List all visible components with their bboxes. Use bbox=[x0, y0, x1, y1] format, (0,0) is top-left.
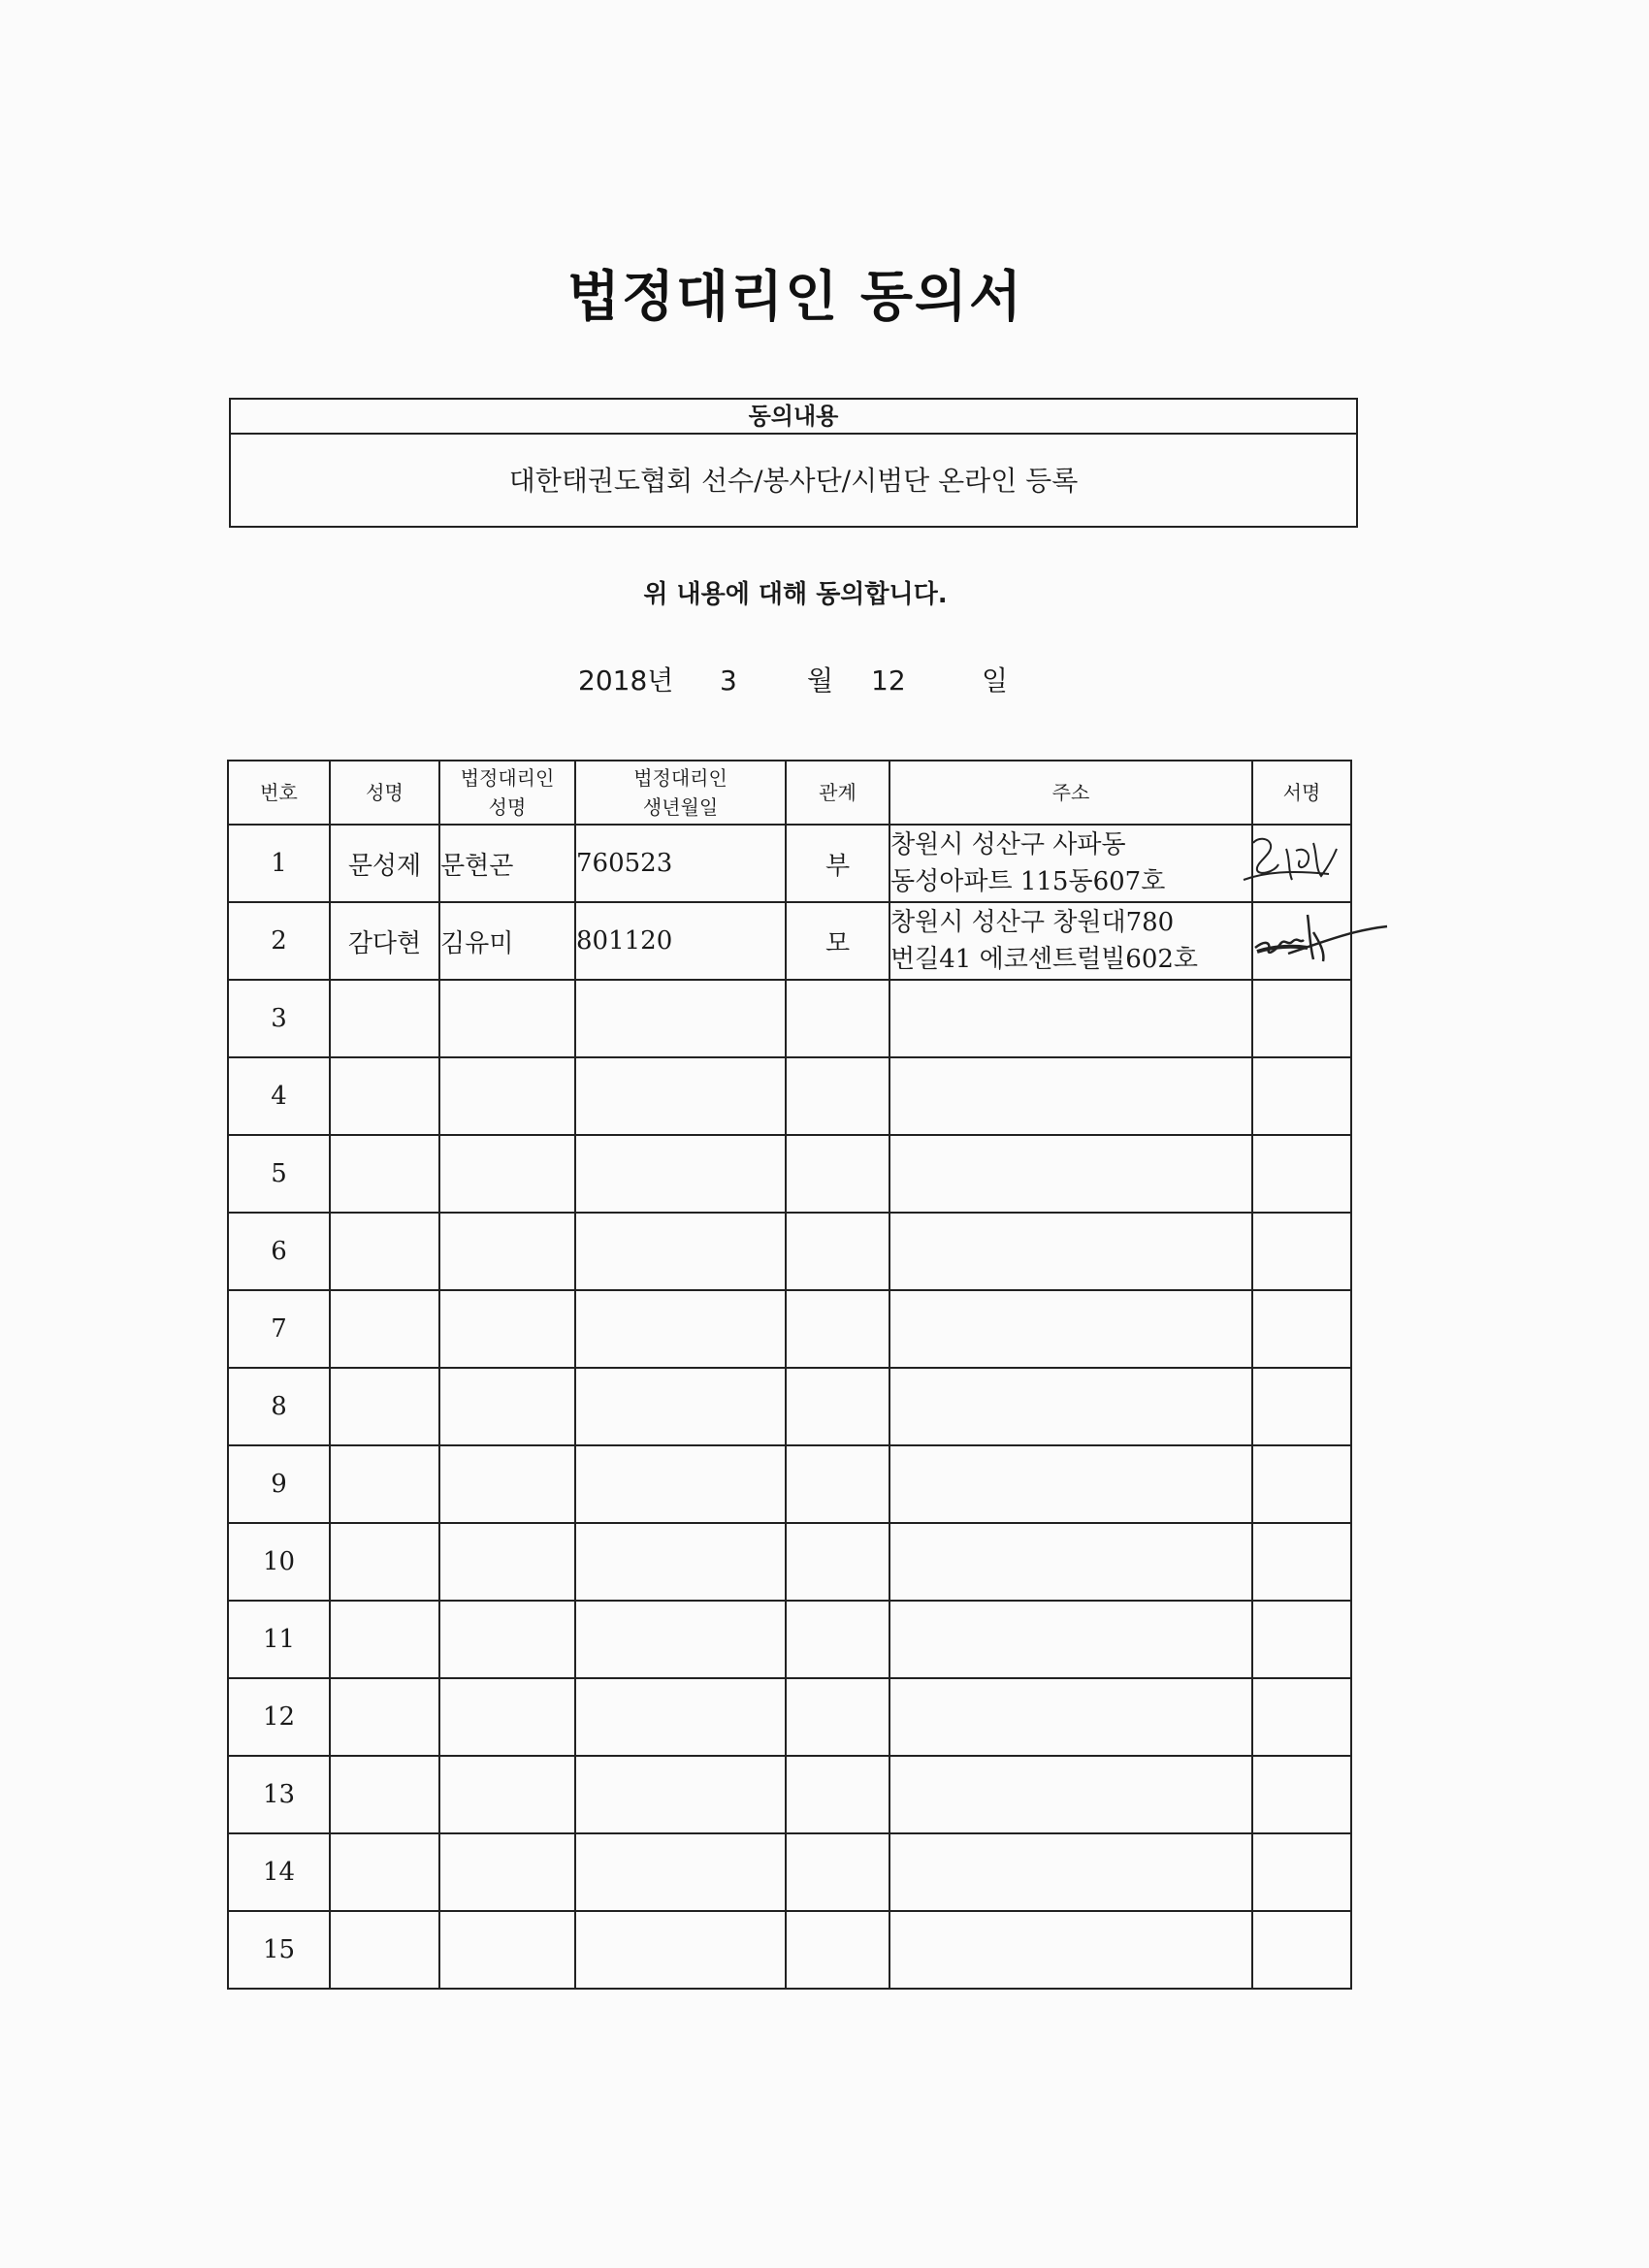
row-number: 12 bbox=[228, 1678, 330, 1756]
row-guardian-name: 문현곤 bbox=[439, 825, 575, 902]
table-row bbox=[228, 1290, 1351, 1368]
guardian-table bbox=[227, 760, 1352, 1990]
date-day-value: 12 bbox=[871, 664, 906, 697]
row-address bbox=[889, 825, 1252, 902]
table-row bbox=[228, 1135, 1351, 1213]
header-address: 주소 bbox=[889, 761, 1252, 825]
row-number: 11 bbox=[228, 1601, 330, 1678]
row-address-line1: 창원시 성산구 사파동 bbox=[890, 830, 1126, 859]
header-guardian-birth-line2: 생년월일 bbox=[642, 795, 719, 819]
row-number: 7 bbox=[228, 1290, 330, 1368]
consent-header: 동의내용 bbox=[231, 400, 1356, 435]
handwritten-signature bbox=[1236, 829, 1350, 897]
table-row bbox=[228, 902, 1351, 980]
row-number: 9 bbox=[228, 1445, 330, 1523]
header-guardian-birth-line1: 법정대리인 bbox=[633, 766, 728, 790]
header-guardian-birth bbox=[575, 761, 786, 825]
consent-box bbox=[229, 398, 1358, 528]
row-number: 13 bbox=[228, 1756, 330, 1833]
row-address-line2: 동성아파트 115동607호 bbox=[890, 867, 1166, 896]
table-row bbox=[228, 1523, 1351, 1601]
row-number: 4 bbox=[228, 1057, 330, 1135]
row-number: 1 bbox=[228, 825, 330, 902]
row-number: 2 bbox=[228, 902, 330, 980]
agreement-statement: 위 내용에 대해 동의합니다. bbox=[643, 580, 948, 609]
row-address-line2: 번길41 에코센트럴빌602호 bbox=[890, 945, 1199, 974]
row-signature bbox=[1252, 825, 1351, 902]
header-guardian-name bbox=[439, 761, 575, 825]
header-name: 성명 bbox=[330, 761, 439, 825]
row-relation: 부 bbox=[786, 825, 889, 902]
row-relation: 모 bbox=[786, 902, 889, 980]
row-name: 감다현 bbox=[330, 902, 439, 980]
header-guardian-name-line1: 법정대리인 bbox=[460, 766, 555, 790]
table-row bbox=[228, 825, 1351, 902]
table-row bbox=[228, 1601, 1351, 1678]
table-row bbox=[228, 1756, 1351, 1833]
row-number: 8 bbox=[228, 1368, 330, 1445]
header-number: 번호 bbox=[228, 761, 330, 825]
row-number: 14 bbox=[228, 1833, 330, 1911]
header-relation: 관계 bbox=[786, 761, 889, 825]
date-year: 2018년 bbox=[578, 664, 674, 697]
row-number: 10 bbox=[228, 1523, 330, 1601]
row-number: 6 bbox=[228, 1213, 330, 1290]
date-month-label: 월 bbox=[807, 664, 834, 697]
table-header-row bbox=[228, 761, 1351, 825]
row-address-line1: 창원시 성산구 창원대780 bbox=[890, 908, 1175, 937]
row-name: 문성제 bbox=[330, 825, 439, 902]
table-row bbox=[228, 980, 1351, 1057]
row-number: 15 bbox=[228, 1911, 330, 1989]
row-signature bbox=[1252, 902, 1351, 980]
handwritten-signature bbox=[1245, 903, 1391, 975]
date-line bbox=[0, 662, 1649, 700]
table-row bbox=[228, 1678, 1351, 1756]
table-row bbox=[228, 1368, 1351, 1445]
table-row bbox=[228, 1213, 1351, 1290]
row-number: 5 bbox=[228, 1135, 330, 1213]
date-month-value: 3 bbox=[720, 664, 737, 697]
row-guardian-birth: 801120 bbox=[575, 902, 786, 980]
row-address bbox=[889, 902, 1252, 980]
table-row bbox=[228, 1057, 1351, 1135]
row-guardian-birth: 760523 bbox=[575, 825, 786, 902]
header-guardian-name-line2: 성명 bbox=[488, 795, 527, 819]
row-number: 3 bbox=[228, 980, 330, 1057]
document-title: 법정대리인 동의서 bbox=[566, 266, 1024, 329]
table-row bbox=[228, 1911, 1351, 1989]
date-day-label: 일 bbox=[982, 664, 1009, 697]
row-guardian-name: 김유미 bbox=[439, 902, 575, 980]
header-signature: 서명 bbox=[1252, 761, 1351, 825]
table-row bbox=[228, 1833, 1351, 1911]
table-row bbox=[228, 1445, 1351, 1523]
consent-content: 대한태권도협회 선수/봉사단/시범단 온라인 등록 bbox=[508, 465, 1079, 497]
